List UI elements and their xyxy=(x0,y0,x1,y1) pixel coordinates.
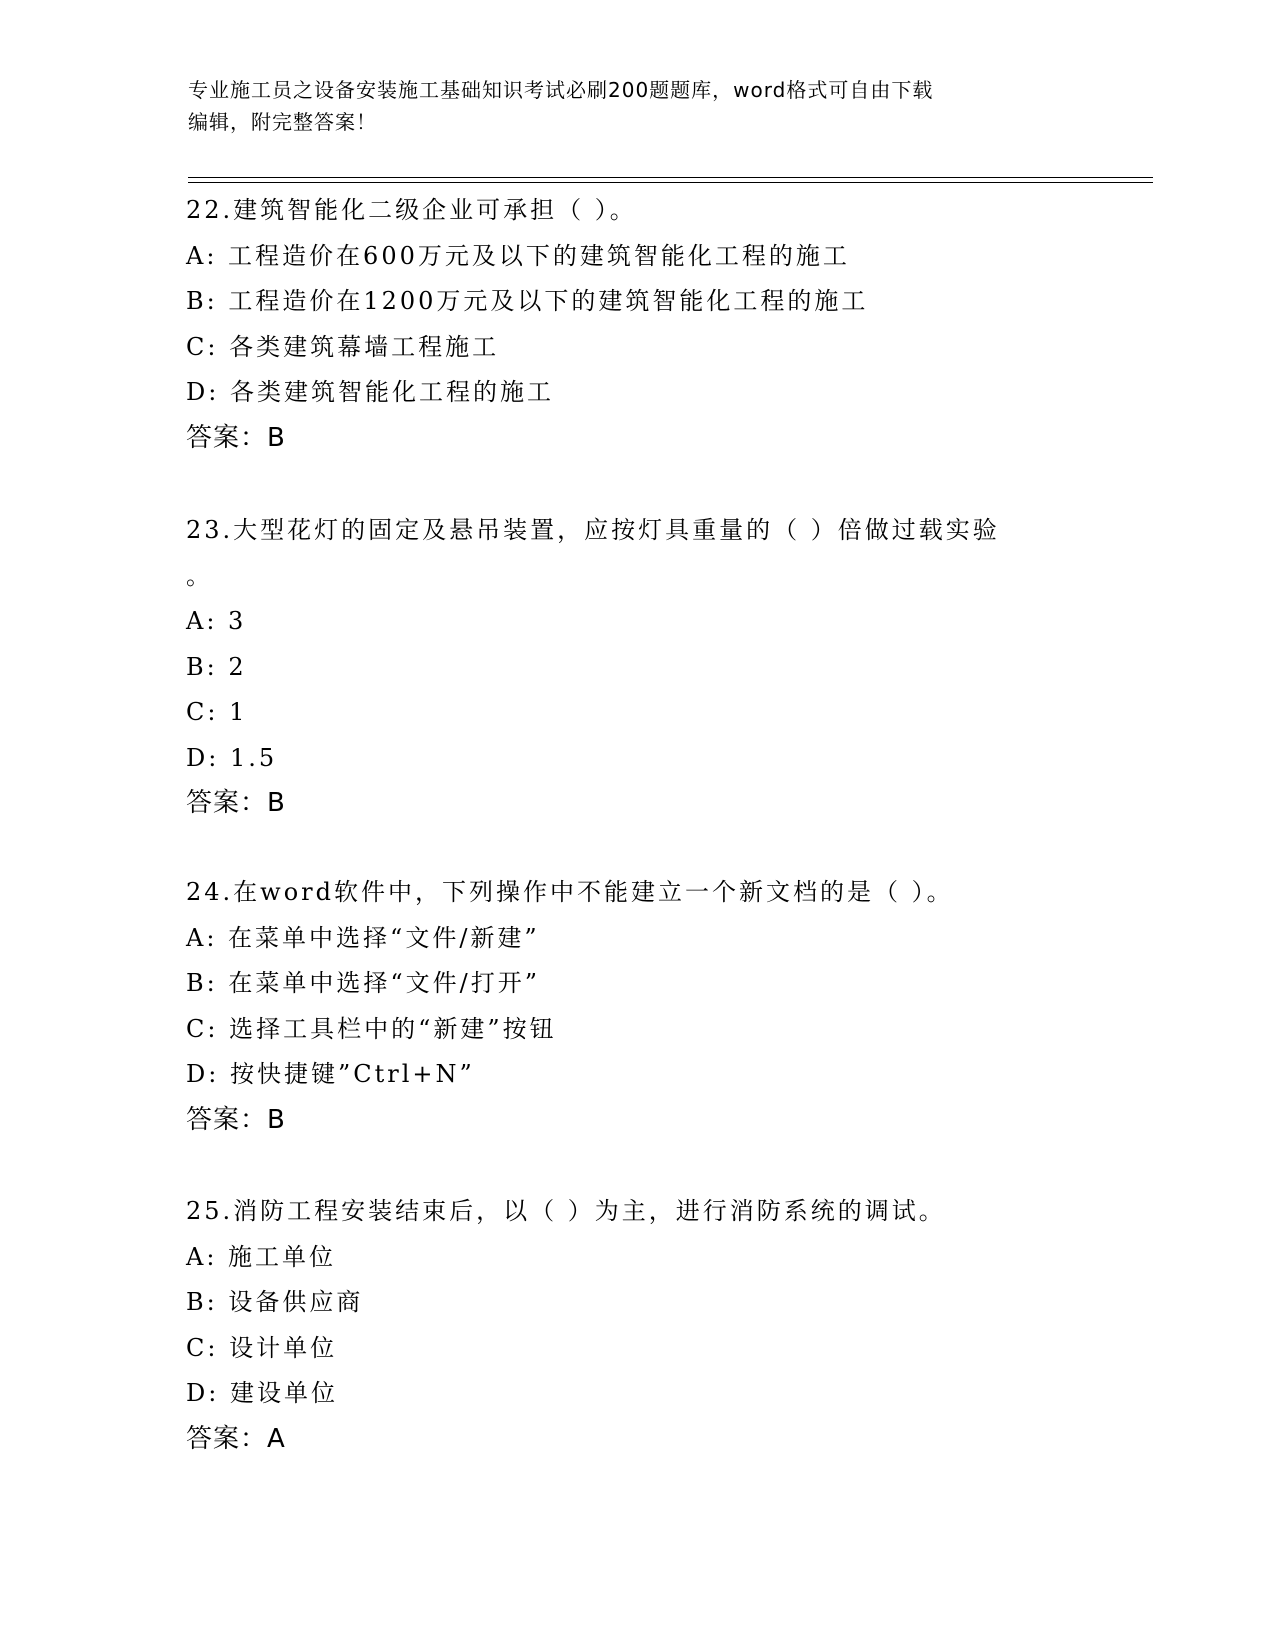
question-stem: 23.大型花灯的固定及悬吊装置，应按灯具重量的（ ）倍做过载实验 xyxy=(186,516,1000,544)
header-title-line-2: 编辑，附完整答案！ xyxy=(188,110,377,134)
option-a: A: 3 xyxy=(186,607,247,635)
header-divider-bottom xyxy=(188,182,1153,183)
option-b: B: 在菜单中选择“文件/打开” xyxy=(186,969,540,997)
question-stem: 25.消防工程安装结束后，以（ ）为主，进行消防系统的调试。 xyxy=(186,1197,946,1225)
question-24 xyxy=(186,870,1086,1143)
option-a: A: 在菜单中选择“文件/新建” xyxy=(186,923,540,952)
option-d: D: 1.5 xyxy=(186,743,278,772)
option-a: A: 施工单位 xyxy=(186,1242,337,1271)
option-c: C: 选择工具栏中的“新建”按钮 xyxy=(186,1014,557,1043)
option-c: C: 各类建筑幕墙工程施工 xyxy=(186,332,500,361)
answer-label: 答案：B xyxy=(186,788,286,818)
option-d: D: 按快捷键”Ctrl+N” xyxy=(186,1060,475,1088)
option-d: D: 各类建筑智能化工程的施工 xyxy=(186,378,554,406)
option-d: D: 建设单位 xyxy=(186,1379,338,1407)
question-22 xyxy=(186,188,1086,461)
question-23 xyxy=(186,508,1086,827)
option-a: A: 工程造价在600万元及以下的建筑智能化工程的施工 xyxy=(186,241,850,270)
answer-label: 答案：A xyxy=(186,1423,286,1454)
question-stem: 24.在word软件中，下列操作中不能建立一个新文档的是（ ）。 xyxy=(186,878,954,906)
question-25 xyxy=(186,1189,1086,1462)
question-stem: 22.建筑智能化二级企业可承担（ ）。 xyxy=(186,196,637,224)
option-b: B: 设备供应商 xyxy=(186,1288,364,1316)
answer-label: 答案：B xyxy=(186,422,286,453)
header-title-line-1: 专业施工员之设备安装施工基础知识考试必刷200题题库，word格式可自由下载 xyxy=(188,78,934,102)
option-b: B: 2 xyxy=(186,652,247,681)
answer-label: 答案：B xyxy=(186,1104,286,1135)
header-divider-top xyxy=(188,177,1153,178)
document-header xyxy=(188,74,1068,138)
option-c: C: 1 xyxy=(186,698,248,726)
option-b: B: 工程造价在1200万元及以下的建筑智能化工程的施工 xyxy=(186,287,869,315)
question-stem-continuation: 。 xyxy=(186,561,213,590)
option-c: C: 设计单位 xyxy=(186,1333,338,1362)
